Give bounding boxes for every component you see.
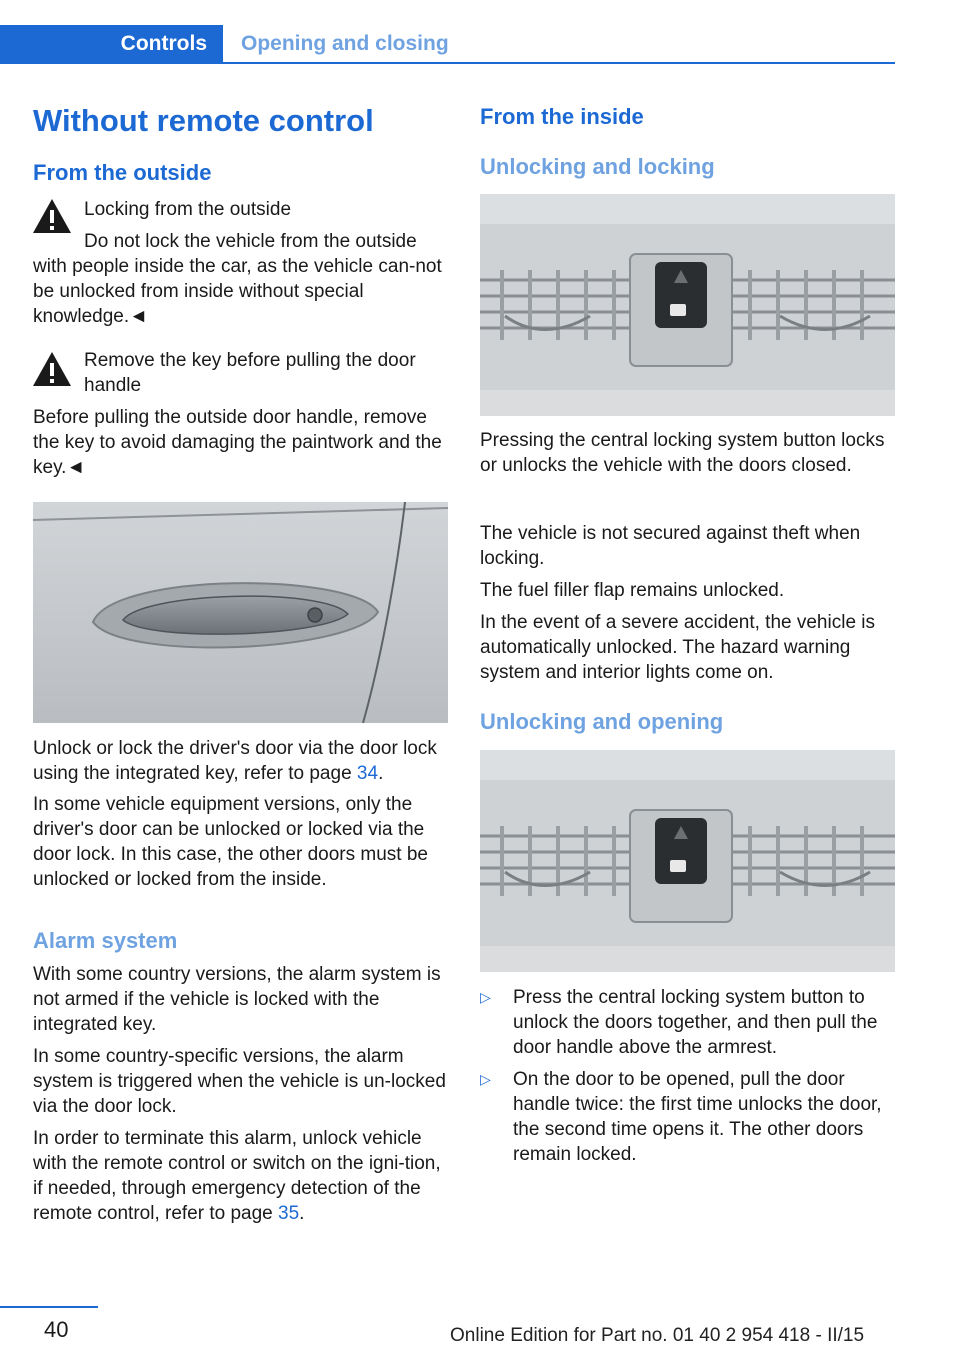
heading-alarm-system: Alarm system [33,928,178,953]
paragraph-alarm-2: In some country-specific versions, the alarm system is triggered when the vehicle is un-locked via the door lock. [33,1046,446,1117]
list-item-text: Press the central locking system button to unlock the doors together, and then pull the door handle above the armrest. [513,987,878,1058]
edition-note: Online Edition for Part no. 01 40 2 954 418 - II/15 [450,1325,865,1346]
page-link-35[interactable]: 35 [278,1203,300,1224]
heading-unlocking-locking: Unlocking and locking [480,154,715,179]
list-item [480,1067,896,1167]
list-item [480,985,896,1061]
central-locking-button-illustration [480,194,895,416]
paragraph-equipment-versions: In some vehicle equipment versions, only the driver's door can be unlocked or locked via the door lock. In this case, the other doors must be unlocked or locked from the inside. [33,794,428,890]
page-title: Without remote control [33,103,374,138]
central-locking-button-illustration-2 [480,750,895,972]
heading-from-outside: From the outside [33,160,212,185]
tab-opening-and-closing[interactable]: Opening and closing [241,32,449,55]
page-number: 40 [44,1317,69,1342]
paragraph-alarm-1: With some country versions, the alarm system is not armed if the vehicle is locked with the integrated key. [33,964,441,1035]
footer-rule [0,1306,98,1308]
heading-from-inside: From the inside [480,104,644,129]
heading-unlocking-opening: Unlocking and opening [480,709,724,734]
warning-1-text: Do not lock the vehicle from the outside with people inside the car, as the vehicle can-not be unlocked from inside without special knowledge.◄ [33,231,442,327]
list-item-text: On the door to be opened, pull the door handle twice: the first time unlocks the door, the second time opens it. The other doors remain locked. [513,1069,882,1165]
paragraph-fuel-flap: The fuel filler flap remains unlocked. [480,580,785,601]
paragraph-alarm-3: In order to terminate this alarm, unlock vehicle with the remote control or switch on the igni-tion, if needed, through emergency detection of the remote control, refer to page 35. [33,1128,441,1224]
page-link-34[interactable]: 34 [356,763,379,784]
paragraph-driver-door: Unlock or lock the driver's door via the door lock using the integrated key, refer to page 34. [33,738,437,784]
paragraph-theft: The vehicle is not secured against theft when locking. [480,523,861,569]
door-handle-illustration [33,502,448,723]
paragraph-accident: In the event of a severe accident, the vehicle is automatically unlocked. The hazard warning system and interior lights come on. [480,612,876,683]
warning-1-title: Locking from the outside [84,199,292,220]
warning-2-text: Before pulling the outside door handle, remove the key to avoid damaging the paintwork and the key.◄ [33,407,442,478]
paragraph-central-locking: Pressing the central locking system button locks or unlocks the vehicle with the doors closed. [480,430,885,476]
triangle-right-icon: ▷ [480,989,491,1005]
warning-2-title: Remove the key before pulling the door handle [84,350,416,396]
tab-controls[interactable]: Controls [0,25,223,62]
warning-triangle-icon [31,350,73,388]
triangle-right-icon: ▷ [480,1071,491,1087]
